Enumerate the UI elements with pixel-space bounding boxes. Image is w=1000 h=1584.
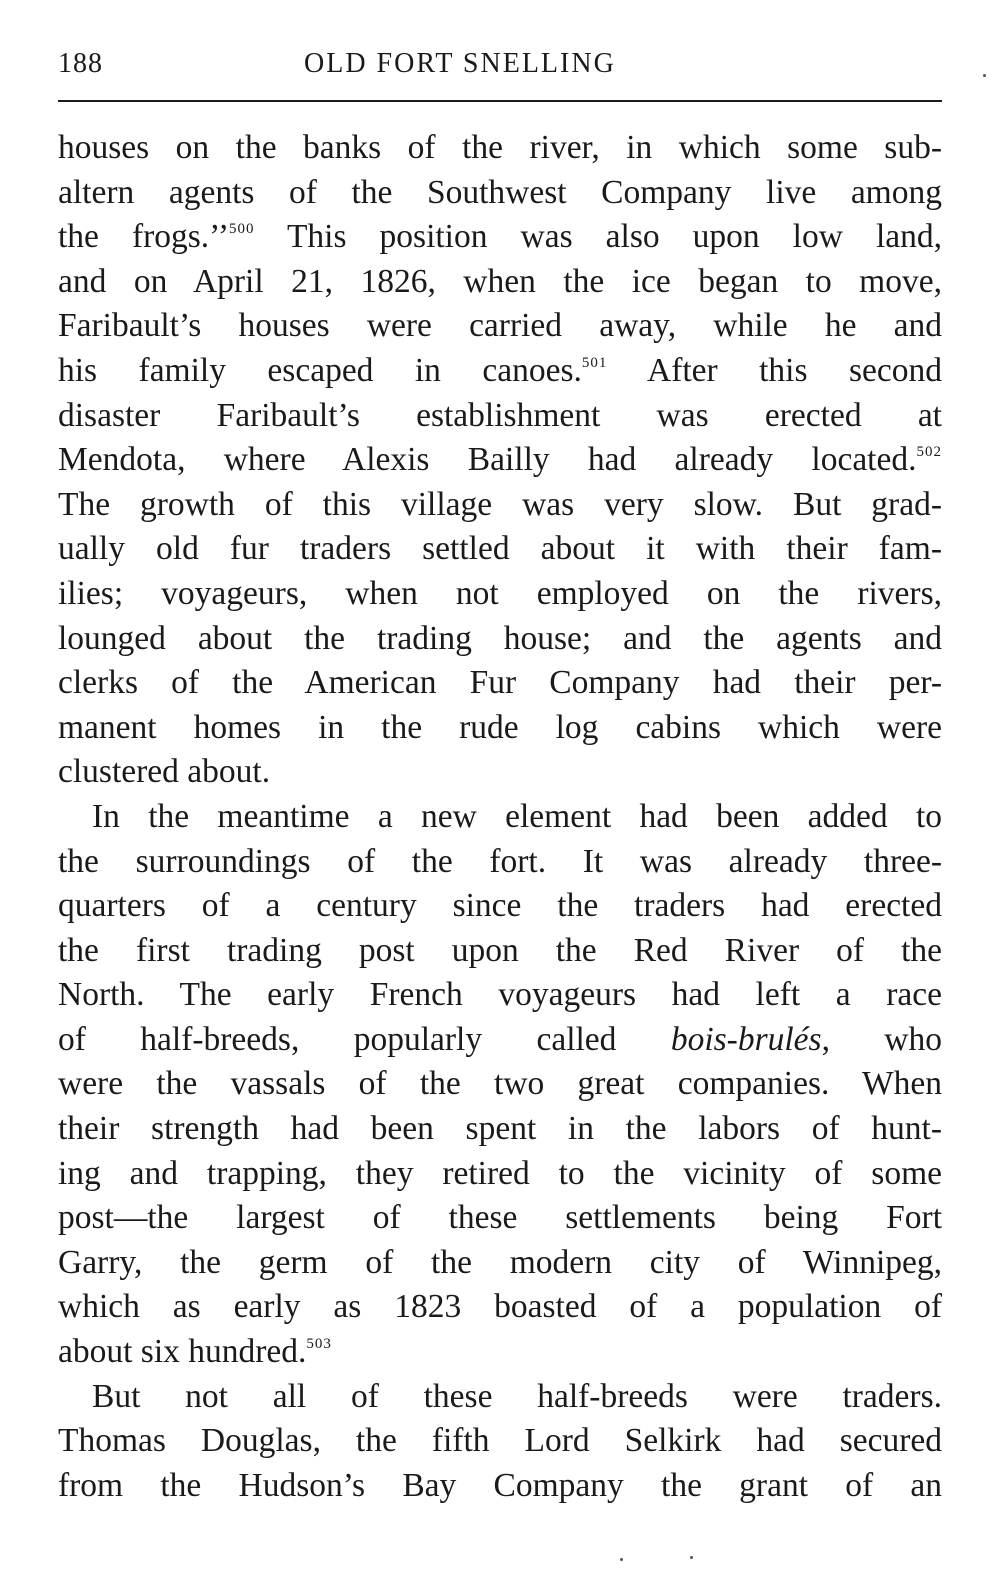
italic-term: bois-brulés [670,1020,822,1058]
page-number: 188 [58,48,103,79]
text-line [58,304,942,349]
text-run: clerks of the American Fur Company had their per- [58,664,942,702]
text-line [58,840,942,885]
scan-speck [690,1556,693,1559]
text-line [58,661,942,706]
text-line [58,1018,942,1063]
text-run: quarters of a century since the traders had erected [58,887,942,925]
text-line [58,929,942,974]
text-run: This position was also upon low land, [254,218,942,256]
text-run: their strength had been spent in the labors of hunt- [58,1110,942,1148]
text-run: of half-breeds, popularly called [58,1020,671,1058]
text-line [58,126,942,171]
text-run: The growth of this village was very slow. But grad- [58,485,942,523]
text-run: the surroundings of the fort. It was already three- [58,842,942,880]
text-line [58,1241,942,1286]
scan-speck [983,74,986,77]
text-line [58,973,942,1018]
text-line [58,1285,942,1330]
text-run: which as early as 1823 boasted of a population of [58,1288,942,1326]
text-run: ilies; voyageurs, when not employed on the rivers, [58,574,942,612]
text-line [58,572,942,617]
text-line [58,1062,942,1107]
text-run: After this second [607,351,942,389]
text-run: ing and trapping, they retired to the vicinity of some [58,1154,942,1192]
text-line [58,1375,942,1420]
text-line [58,1419,942,1464]
text-run: Thomas Douglas, the fifth Lord Selkirk had secured [58,1422,942,1460]
text-line [58,349,942,394]
text-run: , who [821,1020,943,1058]
text-run: the frogs.’’ [58,218,230,256]
text-line [58,171,942,216]
body-text [58,126,942,1508]
scan-speck [620,1558,623,1561]
text-line [58,1196,942,1241]
text-run: his family escaped in canoes. [58,351,582,389]
text-run: Mendota, where Alexis Bailly had already located. [58,441,917,479]
text-run: and on April 21, 1826, when the ice began to move, [58,262,942,300]
footnote-marker: 502 [916,444,942,461]
text-run: Faribault’s houses were carried away, while he and [58,307,942,345]
header-rule [58,100,942,102]
text-line [58,1330,942,1375]
text-line [58,795,942,840]
text-line [58,438,942,483]
text-run: But not all of these half-breeds were traders. [92,1377,942,1415]
text-run: about six hundred. [58,1333,307,1371]
text-line [58,884,942,929]
text-line [58,394,942,439]
text-run: were the vassals of the two great companies. When [58,1065,942,1103]
text-line [58,215,942,260]
footnote-marker: 503 [306,1336,332,1353]
text-line [58,750,942,795]
running-title: OLD FORT SNELLING [304,48,616,79]
text-run: manent homes in the rude log cabins which were [58,708,942,746]
footnote-marker: 501 [581,354,608,371]
text-run: lounged about the trading house; and the agents and [58,619,942,657]
text-run: ually old fur traders settled about it with their fam- [58,530,942,568]
text-run: In the meantime a new element had been added to [92,797,942,835]
text-run: post—the largest of these settlements being Fort [58,1199,942,1237]
footnote-marker: 500 [229,221,255,238]
text-line [58,1107,942,1152]
text-line [58,1464,942,1509]
text-run: Garry, the germ of the modern city of Winnipeg, [58,1243,942,1281]
text-line [58,260,942,305]
text-run: the first trading post upon the Red River of the [58,931,942,969]
text-run: North. The early French voyageurs had left a race [58,976,942,1014]
text-line [58,483,942,528]
text-run: houses on the banks of the river, in which some sub- [58,129,942,166]
text-run: disaster Faribault’s establishment was erected at [58,396,942,434]
text-run: clustered about. [58,753,271,791]
text-run: altern agents of the Southwest Company live among [58,173,942,211]
text-line [58,617,942,662]
text-line [58,527,942,572]
text-line [58,706,942,751]
text-line [58,1152,942,1197]
text-run: from the Hudson’s Bay Company the grant of an [58,1466,942,1504]
page-header [58,44,942,88]
